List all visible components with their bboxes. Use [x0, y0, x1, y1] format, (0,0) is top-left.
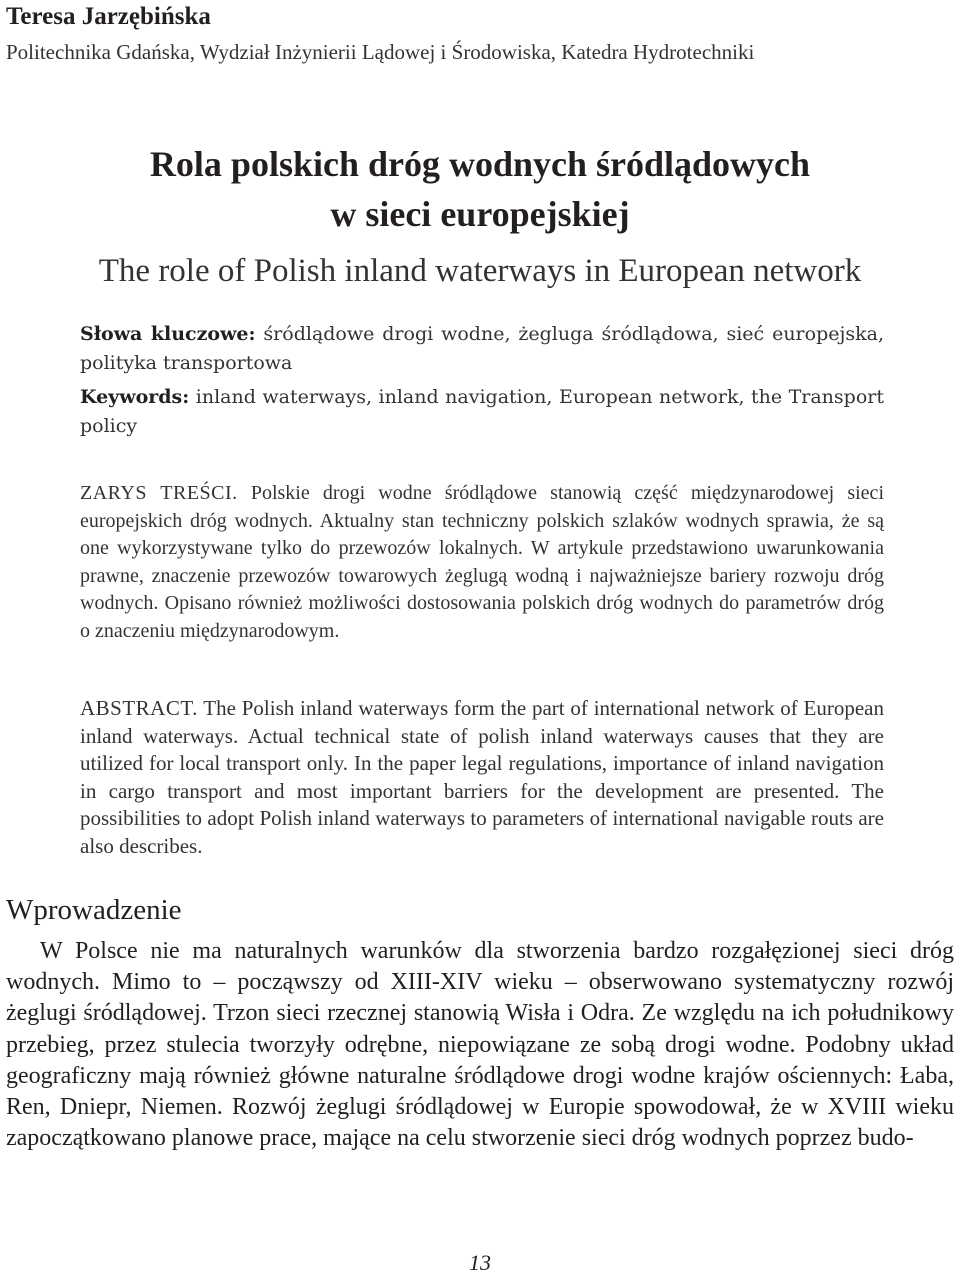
section-body-text: W Polsce nie ma naturalnych warunków dla stworzenia bardzo rozgałęzionej sieci dróg wodnych. Mimo to – począwszy od XIII-XIV wieku – obserwowano systematyczny rozwój żeglugi śródlądowej. Trzon sieci rzecznej stanowią Wisła i Odra. Ze względu na ich południkowy przebieg, przez stulecia tworzyły odrębne, niepowiązane ze sobą drogi wodne. Podobny układ geograficzny mają również główne naturalne śródlądowe drogi wodne krajów ościennych: Łaba, Ren, Dniepr, Niemen. Rozwój żeglugi śródlądowej w Europie spowodował, że w XVIII wieku zapoczątkowano planowe prace, mające na celu stworzenie sieci dróg wodnych poprzez budo-: [6, 938, 954, 1152]
abstract-polish-label: ZARYS TREŚCI.: [80, 482, 238, 504]
keywords-polish: [80, 320, 884, 378]
keywords-polish-label: Słowa kluczowe:: [80, 323, 256, 345]
title-polish-line-2: w sieci europejskiej: [330, 194, 630, 234]
section-heading: Wprowadzenie: [6, 894, 182, 926]
abstract-english-label: ABSTRACT.: [80, 696, 198, 720]
title-english: The role of Polish inland waterways in European network: [98, 253, 862, 289]
abstract-polish-text: Polskie drogi wodne śródlądowe stanowią część międzynarodowej sieci europejskich dróg wodnych. Aktualny stan techniczny polskich szlaków wodnych sprawia, że są one wykorzystywane tylko do przewozów lokalnych. W artykule przedstawiono uwarunkowania prawne, znaczenie przewozów towarowych żeglugą wodną i najważniejsze bariery rozwoju dróg wodnych. Opisano również możliwości dostosowania polskich dróg wodnych do parametrów dróg o znaczeniu międzynarodowym.: [80, 482, 884, 642]
author-name: Teresa Jarzębińska: [6, 3, 211, 30]
title-polish-line-1: Rola polskich dróg wodnych śródlądowych: [149, 144, 811, 184]
abstract-english-text: The Polish inland waterways form the part of international network of European inland waterways. Actual technical state of polish inland waterways causes that they are utilized for local transport only. In the paper legal regulations, importance of inland navigation in cargo transport and most important barriers for the development are presented. The possibilities to adopt Polish inland waterways to parameters of international navigable routs are also describes.: [80, 696, 884, 858]
keywords-english-text: inland waterways, inland navigation, European network, the Transport policy: [80, 386, 884, 437]
abstract-polish: [80, 480, 884, 645]
page-number: 13: [469, 1250, 491, 1275]
keywords-english-label: Keywords:: [80, 386, 190, 408]
abstract-english: [80, 695, 884, 860]
keywords-english: [80, 383, 884, 441]
keywords-polish-text: śródlądowe drogi wodne, żegluga śródlądowa, sieć europejska, polityka transportowa: [80, 323, 885, 374]
author-affiliation: Politechnika Gdańska, Wydział Inżynierii Lądowej i Środowiska, Katedra Hydrotechniki: [6, 40, 755, 64]
